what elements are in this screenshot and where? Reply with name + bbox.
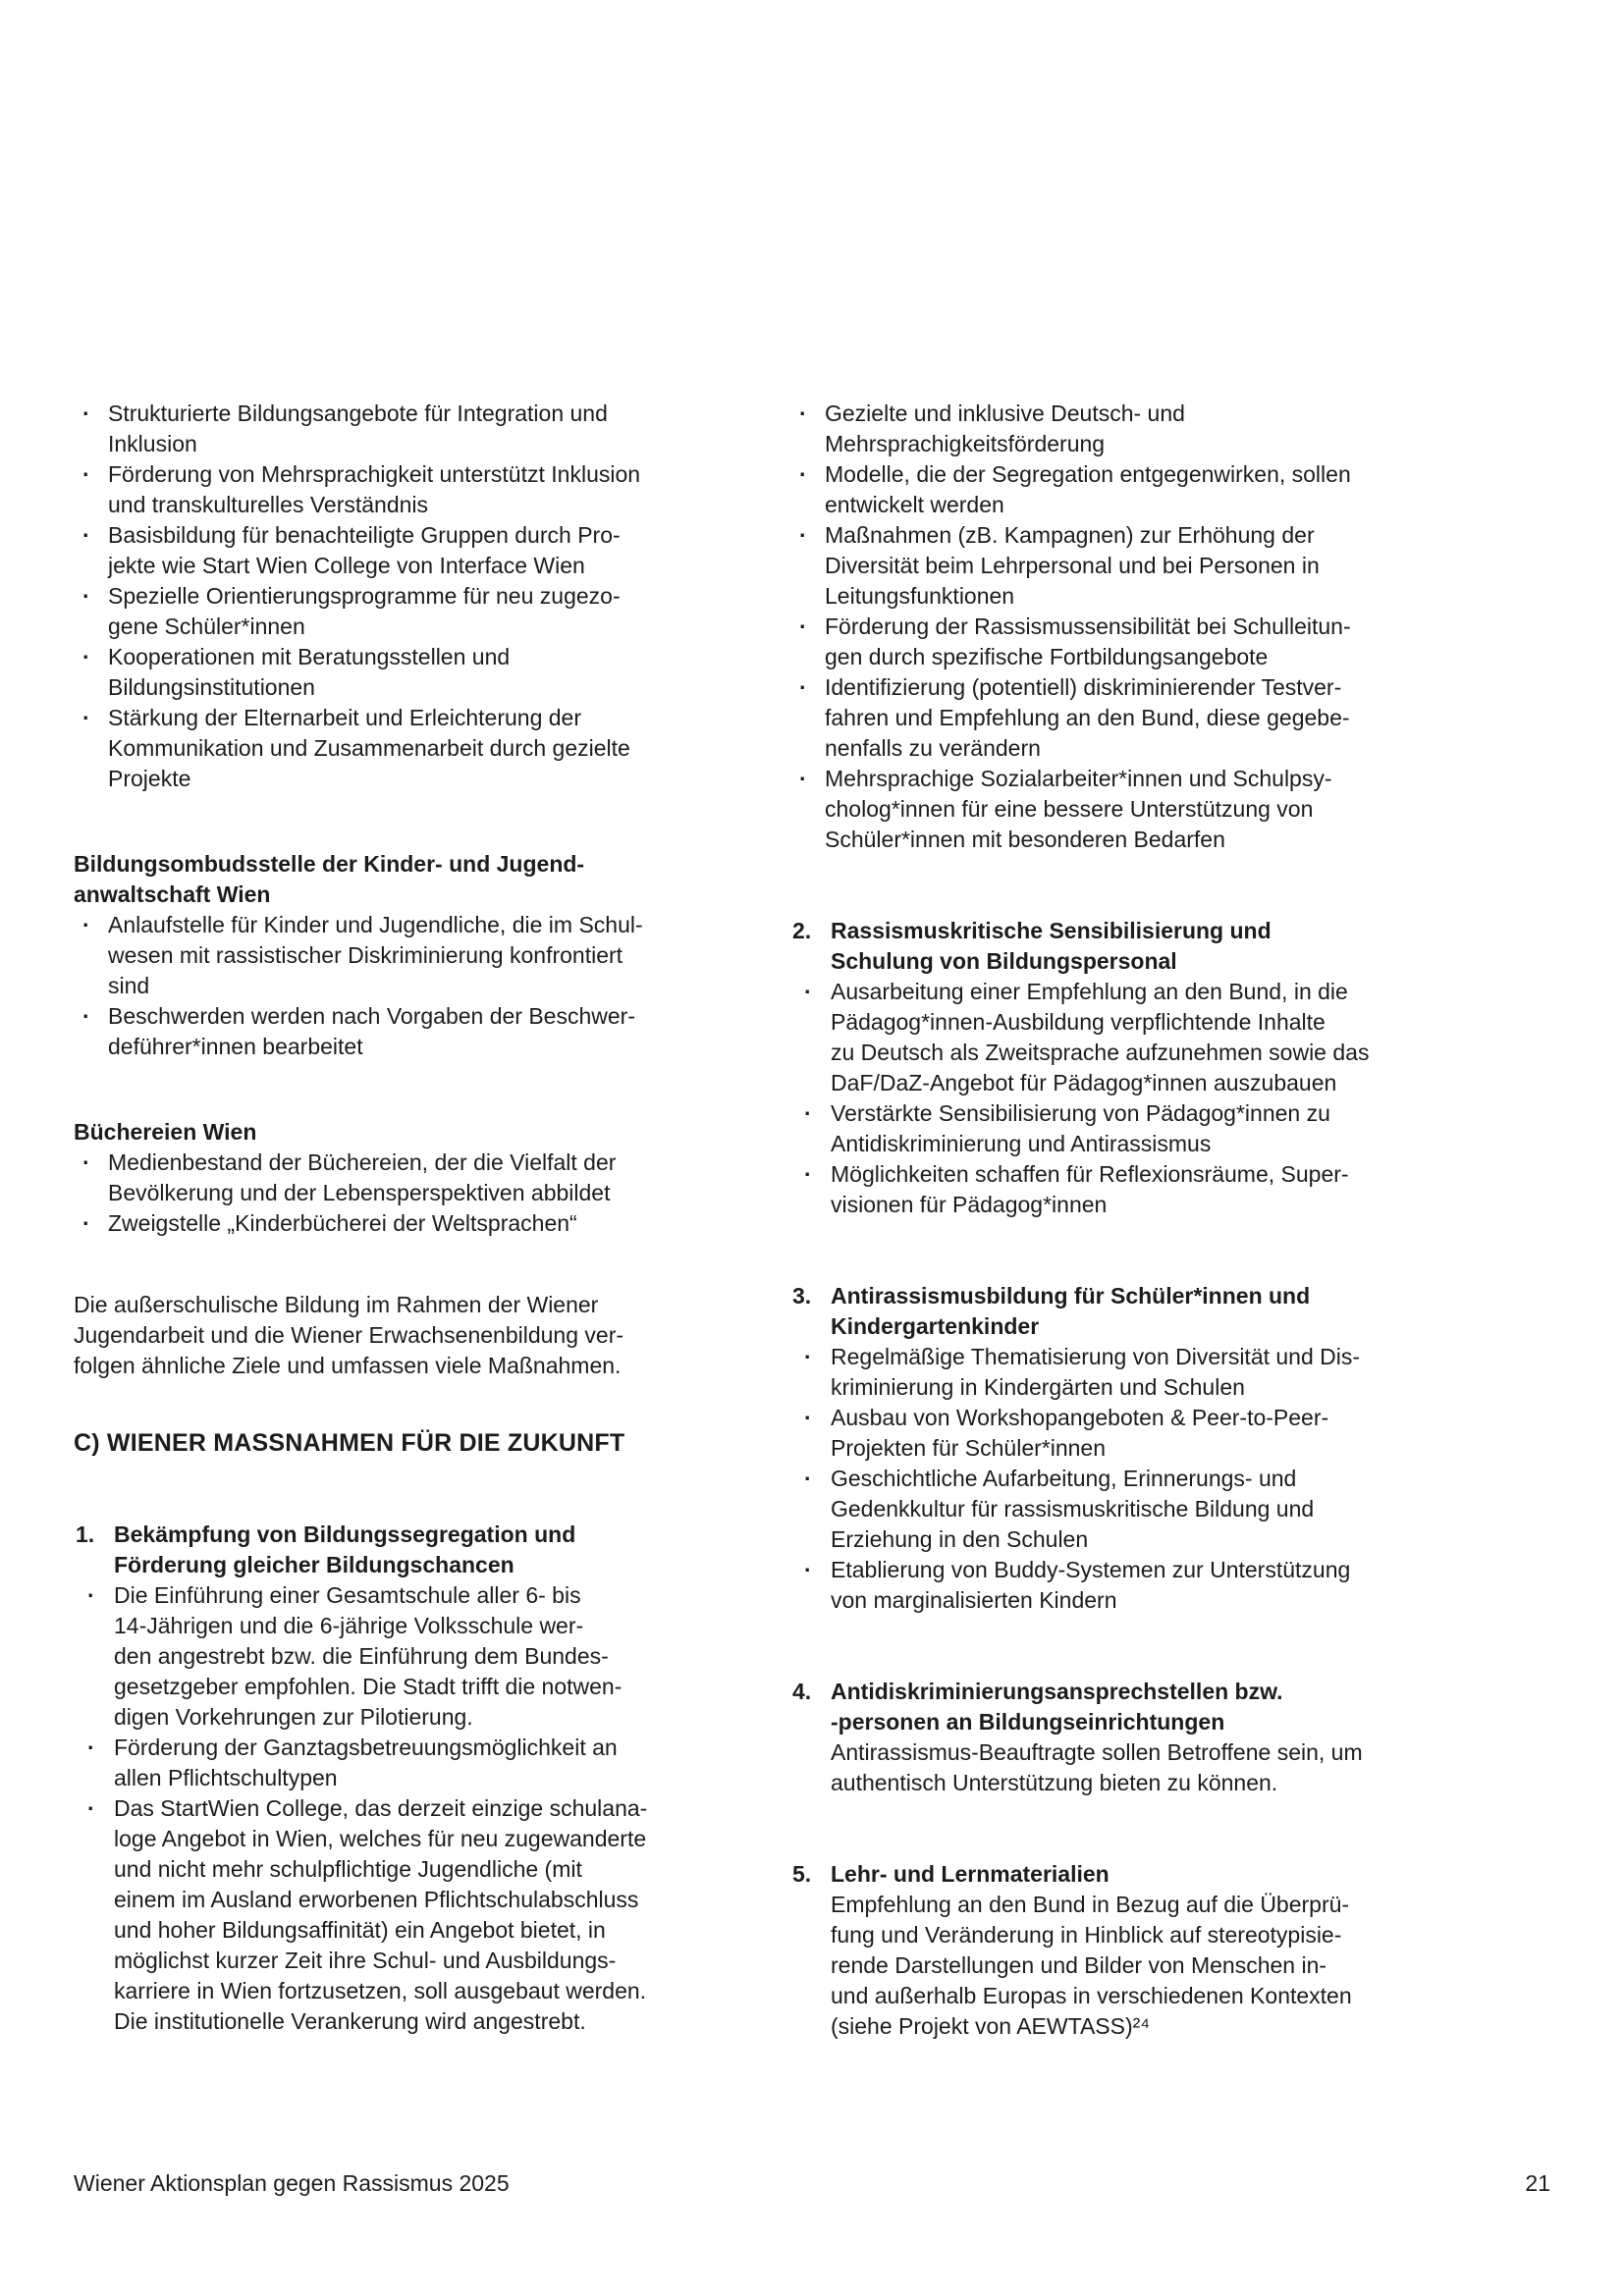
numbered-item [790, 916, 1484, 1220]
list-item-line: allen Pflichtschultypen [114, 1765, 338, 1790]
list-item-line: Projekten für Schüler*innen [831, 1435, 1106, 1461]
numbered-item-paragraph [831, 1890, 1484, 2042]
list-item-line: Förderung der Ganztagsbetreuungsmöglichkeit an [114, 1735, 618, 1760]
paragraph-line: Die außerschulische Bildung im Rahmen der Wiener [74, 1292, 599, 1317]
list-item-line: Identifizierung (potentiell) diskriminierender Testver- [825, 674, 1342, 700]
list-item-line: Gezielte und inklusive Deutsch- und [825, 400, 1185, 426]
list-item [87, 1793, 767, 2037]
bullet-marker: · [804, 1161, 812, 1187]
numbered-item-paragraph-line: Antirassismus-Beauftragte sollen Betroffene sein, um [831, 1739, 1363, 1765]
list-item-line: gesetzgeber empfohlen. Die Stadt trifft die notwen- [114, 1674, 623, 1699]
right-column [790, 399, 1484, 2042]
numbered-item-content [87, 1520, 767, 2037]
list-item-line: Geschichtliche Aufarbeitung, Erinnerungs- und [831, 1466, 1297, 1491]
numbered-item-paragraph-line: authentisch Unterstützung bieten zu können. [831, 1770, 1278, 1795]
item-number: 4. [792, 1679, 812, 1704]
bullet-marker: · [82, 583, 90, 609]
list-item-text [108, 581, 767, 642]
numbered-item-title [831, 916, 1484, 977]
bullet-marker: · [799, 522, 807, 548]
list-item [804, 1098, 1484, 1159]
list-item [74, 642, 767, 703]
list-item [74, 703, 767, 794]
bullet-marker: · [799, 400, 807, 426]
list-item-line: Verstärkte Sensibilisierung von Pädagog*innen zu [831, 1100, 1330, 1126]
item-number: 2. [792, 918, 812, 943]
list-item-text [108, 1148, 767, 1208]
numbered-item-title [831, 1677, 1484, 1737]
list-item [804, 1555, 1484, 1616]
list-item-line: Stärkung der Elternarbeit und Erleichterung der [108, 705, 582, 730]
list-item-line: Leitungsfunktionen [825, 583, 1015, 609]
list-item-line: Beschwerden werden nach Vorgaben der Beschwer- [108, 1003, 635, 1029]
list-item-line: Kommunikation und Zusammenarbeit durch gezielte [108, 735, 630, 761]
list-item [74, 459, 767, 520]
list-item-line: Kooperationen mit Beratungsstellen und [108, 644, 511, 669]
list-item-line: 14-Jährigen und die 6-jährige Volksschule wer- [114, 1613, 584, 1638]
list-item-line: Spezielle Orientierungsprogramme für neu zugezo- [108, 583, 621, 609]
list-item-text [114, 1733, 767, 1793]
item-number: 5. [792, 1861, 812, 1887]
list-item-line: Das StartWien College, das derzeit einzige schulana- [114, 1795, 648, 1821]
list-item-line: Projekte [108, 766, 191, 791]
list-item-line: wesen mit rassistischer Diskriminierung konfrontiert [108, 942, 623, 968]
list-item [74, 520, 767, 581]
bullet-marker: · [82, 705, 90, 730]
bullet-list [74, 1148, 767, 1239]
list-item-line: kriminierung in Kindergärten und Schulen [831, 1374, 1245, 1400]
left-column [74, 399, 767, 2037]
footer-document-title: Wiener Aktionsplan gegen Rassismus 2025 [74, 2170, 510, 2196]
list-item-text [825, 520, 1484, 612]
list-item-line: Modelle, die der Segregation entgegenwirken, sollen [825, 461, 1351, 487]
list-item-text [108, 910, 767, 1001]
list-item [74, 1001, 767, 1062]
sub-heading-line: Bildungsombudsstelle der Kinder- und Jugend- [74, 851, 585, 877]
item-number: 1. [76, 1522, 95, 1547]
list-item-line: Schüler*innen mit besonderen Bedarfen [825, 827, 1225, 852]
list-item [74, 399, 767, 459]
numbered-item-paragraph-line: (siehe Projekt von AEWTASS)²⁴ [831, 2013, 1151, 2039]
bullet-marker: · [804, 1405, 812, 1430]
list-item-text [108, 459, 767, 520]
bullet-marker: · [799, 766, 807, 791]
list-item-line: Anlaufstelle für Kinder und Jugendliche, die im Schul- [108, 912, 643, 937]
bullet-marker: · [87, 1582, 95, 1608]
list-item-line: Erziehung in den Schulen [831, 1526, 1089, 1552]
list-item-line: gen durch spezifische Fortbildungsangebote [825, 644, 1269, 669]
bullet-marker: · [87, 1735, 95, 1760]
list-item-line: deführer*innen bearbeitet [108, 1034, 363, 1059]
bullet-marker: · [804, 1466, 812, 1491]
bullet-marker: · [82, 1210, 90, 1236]
list-item-text [108, 520, 767, 581]
list-item-line: jekte wie Start Wien College von Interface Wien [108, 553, 585, 578]
list-item-text [825, 399, 1484, 459]
list-item-line: möglichst kurzer Zeit ihre Schul- und Ausbildungs- [114, 1948, 617, 1973]
list-item-line: gene Schüler*innen [108, 614, 305, 639]
list-item [804, 977, 1484, 1098]
footer-page-number: 21 [1525, 2170, 1550, 2196]
numbered-item [790, 1281, 1484, 1616]
bullet-marker: · [804, 1557, 812, 1582]
list-item-text [108, 1001, 767, 1062]
list-item-line: Etablierung von Buddy-Systemen zur Unterstützung [831, 1557, 1351, 1582]
list-item-line: fahren und Empfehlung an den Bund, diese gegebe- [825, 705, 1350, 730]
numbered-item-title-line: Lehr- und Lernmaterialien [831, 1861, 1110, 1887]
list-item [790, 672, 1484, 764]
list-item [804, 1464, 1484, 1555]
list-item-line: karriere in Wien fortzusetzen, soll ausgebaut werden. [114, 1978, 647, 2003]
bullet-marker: · [82, 1003, 90, 1029]
list-item-line: Strukturierte Bildungsangebote für Integration und [108, 400, 608, 426]
paragraph-line: folgen ähnliche Ziele und umfassen viele Maßnahmen. [74, 1353, 622, 1378]
list-item-text [831, 1555, 1484, 1616]
list-item-line: Diversität beim Lehrpersonal und bei Personen in [825, 553, 1320, 578]
list-item-text [831, 1098, 1484, 1159]
numbered-item-title [831, 1281, 1484, 1342]
bullet-marker: · [82, 400, 90, 426]
numbered-item [790, 1859, 1484, 2042]
numbered-item-title-line: Antidiskriminierungsansprechstellen bzw. [831, 1679, 1283, 1704]
list-item [790, 612, 1484, 672]
list-item-text [108, 1208, 767, 1239]
list-item-line: Mehrsprachige Sozialarbeiter*innen und Schulpsy- [825, 766, 1332, 791]
list-item-text [114, 1793, 767, 2037]
bullet-marker: · [82, 461, 90, 487]
list-item-text [831, 1464, 1484, 1555]
numbered-item-paragraph-line: und außerhalb Europas in verschiedenen Kontexten [831, 1983, 1352, 2008]
list-item-line: Ausarbeitung einer Empfehlung an den Bund, in die [831, 979, 1348, 1004]
bullet-marker: · [799, 614, 807, 639]
list-item-line: loge Angebot in Wien, welches für neu zugewanderte [114, 1826, 647, 1851]
list-item [74, 581, 767, 642]
numbered-item-title-line: Rassismuskritische Sensibilisierung und [831, 918, 1272, 943]
list-item-line: Inklusion [108, 431, 197, 456]
list-item-line: Regelmäßige Thematisierung von Diversität und Dis- [831, 1344, 1361, 1369]
list-item-line: Möglichkeiten schaffen für Reflexionsräume, Super- [831, 1161, 1349, 1187]
list-item-text [108, 399, 767, 459]
list-item-line: nenfalls zu verändern [825, 735, 1041, 761]
list-item-line: Bevölkerung und der Lebensperspektiven abbildet [108, 1180, 611, 1205]
numbered-item-title [831, 1859, 1484, 1890]
list-item-text [108, 642, 767, 703]
list-item-line: visionen für Pädagog*innen [831, 1192, 1108, 1217]
list-item [87, 1580, 767, 1733]
numbered-item-paragraph [831, 1737, 1484, 1798]
list-item-line: Antidiskriminierung und Antirassismus [831, 1131, 1212, 1156]
list-item-line: Mehrsprachigkeitsförderung [825, 431, 1106, 456]
list-item [790, 459, 1484, 520]
bullet-list [74, 910, 767, 1062]
bullet-marker: · [87, 1795, 95, 1821]
list-item-line: DaF/DaZ-Angebot für Pädagog*innen auszubauen [831, 1070, 1337, 1095]
sub-heading [74, 1117, 767, 1148]
list-item-text [108, 703, 767, 794]
bullet-list [804, 1342, 1484, 1616]
list-item-line: von marginalisierten Kindern [831, 1587, 1117, 1613]
item-number: 3. [792, 1283, 812, 1308]
list-item-line: Zweigstelle „Kinderbücherei der Weltsprachen“ [108, 1210, 577, 1236]
list-item [74, 1148, 767, 1208]
bullet-list [74, 399, 767, 794]
numbered-item-content [804, 1281, 1484, 1616]
list-item-line: und hoher Bildungsaffinität) ein Angebot bietet, in [114, 1917, 606, 1943]
list-item-text [825, 672, 1484, 764]
list-item-line: Medienbestand der Büchereien, der die Vielfalt der [108, 1149, 617, 1175]
list-item-text [831, 977, 1484, 1098]
list-item [74, 1208, 767, 1239]
list-item-line: Die institutionelle Verankerung wird angestrebt. [114, 2008, 586, 2034]
numbered-item-title-line: Schulung von Bildungspersonal [831, 948, 1177, 974]
list-item [804, 1159, 1484, 1220]
list-item-line: entwickelt werden [825, 492, 1004, 517]
bullet-marker: · [799, 461, 807, 487]
list-item-line: digen Vorkehrungen zur Pilotierung. [114, 1704, 473, 1730]
list-item-text [114, 1580, 767, 1733]
numbered-item-title [114, 1520, 767, 1580]
bullet-list [790, 399, 1484, 855]
list-item-line: Förderung der Rassismussensibilität bei Schulleitun- [825, 614, 1351, 639]
list-item-line: Förderung von Mehrsprachigkeit unterstützt Inklusion [108, 461, 641, 487]
list-item-text [825, 459, 1484, 520]
numbered-item-content [831, 1859, 1484, 2042]
list-item [790, 399, 1484, 459]
list-item-line: den angestrebt bzw. die Einführung dem Bundes- [114, 1643, 609, 1669]
list-item [790, 764, 1484, 855]
bullet-marker: · [82, 522, 90, 548]
list-item-line: Gedenkkultur für rassismuskritische Bildung und [831, 1496, 1315, 1522]
bullet-marker: · [804, 1100, 812, 1126]
list-item-line: Die Einführung einer Gesamtschule aller 6- bis [114, 1582, 581, 1608]
bullet-marker: · [82, 912, 90, 937]
numbered-item-title-line: -personen an Bildungseinrichtungen [831, 1709, 1225, 1735]
list-item-line: einem im Ausland erworbenen Pflichtschulabschluss [114, 1887, 639, 1912]
numbered-item-title-line: Antirassismusbildung für Schüler*innen und [831, 1283, 1311, 1308]
list-item-line: und nicht mehr schulpflichtige Jugendliche (mit [114, 1856, 582, 1882]
sub-heading [74, 849, 767, 910]
bullet-marker: · [82, 644, 90, 669]
list-item-line: Basisbildung für benachteiligte Gruppen durch Pro- [108, 522, 621, 548]
list-item-line: Bildungsinstitutionen [108, 674, 315, 700]
bullet-marker: · [799, 674, 807, 700]
list-item [790, 520, 1484, 612]
list-item [804, 1403, 1484, 1464]
numbered-item-paragraph-line: fung und Veränderung in Hinblick auf stereotypisie- [831, 1922, 1342, 1948]
list-item-text [831, 1159, 1484, 1220]
list-item-text [831, 1342, 1484, 1403]
sub-heading-line: Büchereien Wien [74, 1119, 257, 1145]
list-item-text [825, 764, 1484, 855]
section-heading-line: C) WIENER MASSNAHMEN FÜR DIE ZUKUNFT [74, 1429, 625, 1457]
list-item-text [825, 612, 1484, 672]
list-item-line: und transkulturelles Verständnis [108, 492, 429, 517]
list-item [74, 910, 767, 1001]
numbered-item-title-line: Kindergartenkinder [831, 1313, 1040, 1339]
numbered-item-title-line: Förderung gleicher Bildungschancen [114, 1552, 514, 1577]
bullet-marker: · [82, 1149, 90, 1175]
paragraph [74, 1290, 767, 1381]
list-item-line: Ausbau von Workshopangeboten & Peer-to-Peer- [831, 1405, 1329, 1430]
bullet-list [87, 1580, 767, 2037]
list-item-line: cholog*innen für eine bessere Unterstützung von [825, 796, 1314, 822]
numbered-item [74, 1520, 767, 2037]
list-item-line: zu Deutsch als Zweitsprache aufzunehmen sowie das [831, 1040, 1370, 1065]
numbered-item-paragraph-line: Empfehlung an den Bund in Bezug auf die Überprü- [831, 1892, 1350, 1917]
list-item [87, 1733, 767, 1793]
bullet-marker: · [804, 1344, 812, 1369]
list-item-text [831, 1403, 1484, 1464]
numbered-item [790, 1677, 1484, 1798]
numbered-item-content [804, 916, 1484, 1220]
list-item-line: Pädagog*innen-Ausbildung verpflichtende Inhalte [831, 1009, 1326, 1035]
sub-heading-line: anwaltschaft Wien [74, 881, 271, 907]
list-item [804, 1342, 1484, 1403]
numbered-item-content [831, 1677, 1484, 1798]
numbered-item-title-line: Bekämpfung von Bildungssegregation und [114, 1522, 576, 1547]
section-heading [74, 1428, 767, 1459]
paragraph-line: Jugendarbeit und die Wiener Erwachsenenbildung ver- [74, 1322, 624, 1348]
bullet-marker: · [804, 979, 812, 1004]
list-item-line: sind [108, 973, 150, 998]
list-item-line: Maßnahmen (zB. Kampagnen) zur Erhöhung der [825, 522, 1315, 548]
numbered-item-paragraph-line: rende Darstellungen und Bilder von Menschen in- [831, 1952, 1327, 1978]
bullet-list [804, 977, 1484, 1220]
